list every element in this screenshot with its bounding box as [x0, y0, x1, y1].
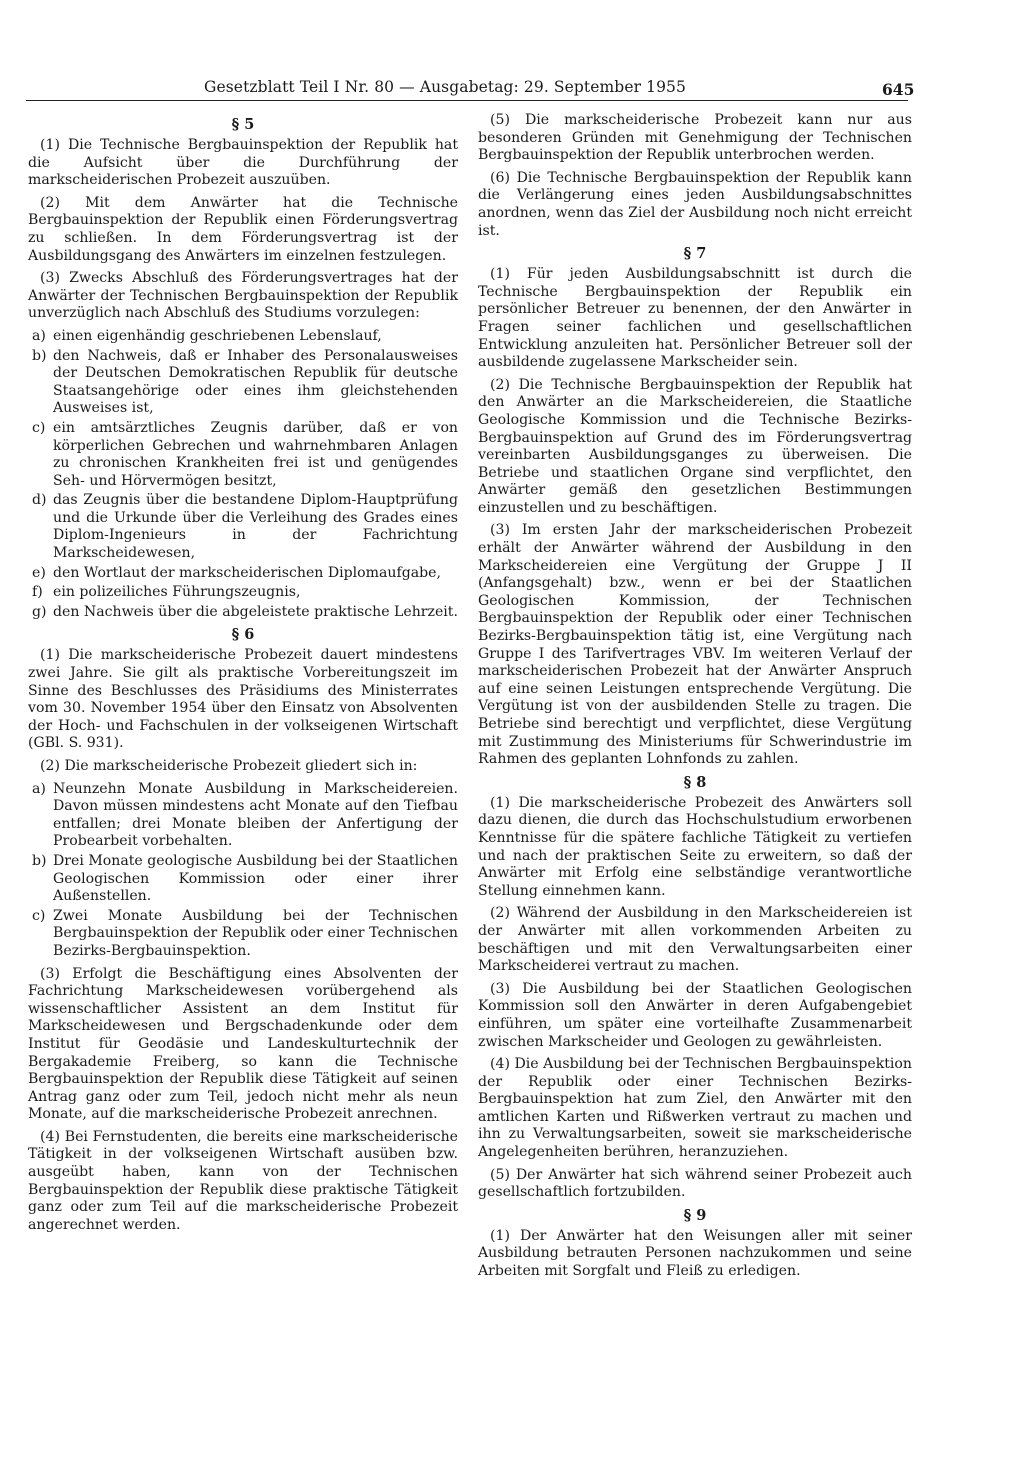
list-marker: c) [32, 419, 46, 436]
list-item [28, 604, 458, 622]
paragraph: (3) Die Ausbildung bei der Staatlichen Geologischen Kommission soll den Anwärter in deren Aufgabengebiet einführen, um später eine vorteilhafte Zusammenarbeit zwischen Markscheider und Geologen zu gewährleisten. [478, 980, 912, 1050]
paragraph: (3) Erfolgt die Beschäftigung eines Absolventen der Fachrichtung Markscheidewesen vorübergehend als wissenschaftlicher Assistent an dem Institut für Markscheidewesen und Bergschadenkunde oder dem Institut für Geodäsie und Landeskulturtechnik der Bergakademie Freiberg, so kann die Technische Bergbauinspektion der Republik diese Tätigkeit auf seinen Antrag ganz oder zum Teil, jedoch nicht mehr als neun Monate, auf die markscheiderische Probezeit anrechnen. [28, 965, 458, 1123]
list-item-text: den Nachweis, daß er Inhaber des Personalausweises der Deutschen Demokratischen Republik für deutsche Staatsangehörige oder eines ihm gleichstehenden Ausweises ist, [53, 347, 458, 417]
paragraph: (2) Während der Ausbildung in den Markscheidereien ist der Anwärter mit allen vorkommenden Arbeiten zu beschäftigen und mit den Verwaltungsarbeiten einer Markscheiderei vertraut zu machen. [478, 905, 912, 975]
paragraph: (5) Der Anwärter hat sich während seiner Probezeit auch gesellschaftlich fortzubilden. [478, 1166, 912, 1201]
list-item [28, 584, 458, 602]
list-marker: e) [32, 564, 46, 581]
page-header [26, 78, 915, 101]
paragraph: (2) Die Technische Bergbauinspektion der Republik hat den Anwärter an die Markscheidereien, die Staatliche Geologische Kommission und die Technische Bezirks-Bergbauinspektion auf Grund des im Förderungsvertrag vereinbarten Ausbildungsganges zu überweisen. Die Betriebe und staatlichen Organe sind verpflichtet, den Anwärter gemäß den gesetzlichen Bestimmungen einzustellen und zu beschäftigen. [478, 376, 912, 516]
list-marker: a) [32, 327, 46, 344]
paragraph: (4) Die Ausbildung bei der Technischen Bergbauinspektion der Republik oder einer Technischen Bezirks-Bergbauinspektion hat zum Ziel, den Anwärter mit den amtlichen Karten und Rißwerken vertraut zu machen und ihn zu Verwaltungsarbeiten, soweit sie markscheiderische Angelegenheiten berühren, heranzuziehen. [478, 1056, 912, 1161]
list-item-text: ein polizeiliches Führungszeugnis, [53, 584, 301, 601]
paragraph: (2) Mit dem Anwärter hat die Technische Bergbauinspektion der Republik einen Förderungsvertrag zu schließen. In dem Förderungsvertrag ist der Ausbildungsgang des Anwärters im einzelnen festzulegen. [28, 194, 458, 264]
list-item [28, 781, 458, 851]
paragraph: (1) Die markscheiderische Probezeit dauert mindestens zwei Jahre. Sie gilt als praktische Vorbereitungszeit im Sinne des Beschlusses des Präsidiums des Ministerrates vom 30. November 1954 über den Einsatz von Absolventen der Hoch- und Fachschulen in der volkseigenen Wirtschaft (GBl. S. 931). [28, 647, 458, 752]
paragraph: (1) Für jeden Ausbildungsabschnitt ist durch die Technische Bergbauinspektion der Republik ein persönlicher Betreuer zu benennen, der den Anwärter in Fragen seiner fachlichen und gesellschaftlichen Entwicklung anzuleiten hat. Persönlicher Betreuer soll der ausbildende zugelassene Markscheider sein. [478, 266, 912, 371]
list-item-text: ein amtsärztliches Zeugnis darüber, daß er von körperlichen Gebrechen und wahrnehmbaren Anlagen zu chronischen Krankheiten frei ist und genügendes Seh- und Hörvermögen besitzt, [53, 419, 458, 489]
list-item [28, 908, 458, 961]
list-item-text: den Wortlaut der markscheiderischen Diplomaufgabe, [53, 564, 441, 581]
page-number: 645 [882, 80, 915, 99]
paragraph: (4) Bei Fernstudenten, die bereits eine markscheiderische Tätigkeit in der volkseigenen Wirtschaft ausüben bzw. ausgeübt haben, kann von der Technischen Bergbauinspektion der Republik diese praktische Tätigkeit ganz oder zum Teil auf die markscheiderische Probezeit angerechnet werden. [28, 1128, 458, 1233]
list-item-text: Zwei Monate Ausbildung bei der Technischen Bergbauinspektion der Republik oder einer Technischen Bezirks-Bergbauinspektion. [53, 907, 458, 959]
document-list [28, 781, 458, 961]
list-item-text: den Nachweis über die abgeleistete praktische Lehrzeit. [53, 603, 458, 620]
list-item-text: einen eigenhändig geschriebenen Lebenslauf, [53, 327, 382, 344]
paragraph: (3) Zwecks Abschluß des Förderungsvertrages hat der Anwärter der Technischen Bergbauinspektion der Republik unverzüglich nach Abschluß des Studiums vorzulegen: [28, 270, 458, 322]
list-item-text: Drei Monate geologische Ausbildung bei der Staatlichen Geologischen Kommission oder einer ihrer Außenstellen. [53, 852, 458, 905]
paragraph: (6) Die Technische Bergbauinspektion der Republik kann die Verlängerung eines jeden Ausbildungsabschnittes anordnen, wenn das Ziel der Ausbildung noch nicht erreicht ist. [478, 169, 912, 239]
section-heading-7: § 7 [683, 245, 707, 263]
list-item [28, 348, 458, 418]
list-marker: b) [32, 347, 47, 364]
list-item [28, 853, 458, 906]
list-item [28, 492, 458, 562]
section-heading-9: § 9 [683, 1206, 707, 1224]
list-marker: f) [32, 584, 43, 601]
list-item-text: Neunzehn Monate Ausbildung in Markscheidereien. Davon müssen mindestens acht Monate auf den Tiefbau entfallen; drei Monate bleiben der Anfertigung der Probearbeit vorbehalten. [53, 780, 458, 850]
list-item [28, 565, 458, 583]
header-title: Gesetzblatt Teil I Nr. 80 — Ausgabetag: 29. September 1955 [204, 78, 686, 96]
list-item [28, 328, 458, 346]
paragraph: (1) Der Anwärter hat den Weisungen aller mit seiner Ausbildung betrauten Personen nachzukommen und seine Arbeiten mit Sorgfalt und Fleiß zu erledigen. [478, 1227, 912, 1280]
list-marker: b) [32, 852, 47, 869]
paragraph: (1) Die markscheiderische Probezeit des Anwärters soll dazu dienen, die durch das Hochschulstudium erworbenen Kenntnisse für die spätere fachliche Tätigkeit zu vertiefen und nach der praktischen Seite zu erweitern, so daß der Anwärter mit Erfolg eine selbständige verantwortliche Stellung einnehmen kann. [478, 794, 912, 899]
section-heading-5: § 5 [231, 116, 255, 133]
left-column [28, 112, 458, 1239]
list-item [28, 420, 458, 490]
paragraph: (2) Die markscheiderische Probezeit gliedert sich in: [40, 758, 418, 774]
list-marker: d) [32, 492, 47, 509]
list-item-text: das Zeugnis über die bestandene Diplom-Hauptprüfung und die Urkunde über die Verleihung des Grades eines Diplom-Ingenieurs in der Fachrichtung Markscheidewesen, [53, 492, 458, 562]
section-heading-8: § 8 [683, 773, 707, 791]
section-heading-6: § 6 [231, 626, 255, 644]
document-list [28, 328, 458, 622]
list-marker: a) [32, 780, 46, 797]
paragraph: (1) Die Technische Bergbauinspektion der Republik hat die Aufsicht über die Durchführung der markscheiderischen Probezeit auszuüben. [28, 137, 458, 189]
list-marker: g) [32, 603, 47, 620]
paragraph: (5) Die markscheiderische Probezeit kann nur aus besonderen Gründen mit Genehmigung der Technischen Bergbauinspektion der Republik unterbrochen werden. [478, 112, 912, 164]
right-column [478, 112, 912, 1286]
list-marker: c) [32, 907, 46, 924]
paragraph: (3) Im ersten Jahr der markscheiderischen Probezeit erhält der Anwärter während der Ausbildung in den Markscheidereien eine Vergütung der Gruppe J II (Anfangsgehalt) bzw., wenn er bei der Staatlichen Geologischen Kommission, der Technischen Bergbauinspektion der Republik oder einer Technischen Bezirks-Bergbauinspektion tätig ist, eine Vergütung nach Gruppe I des Tarifvertrages VBV. Im weiteren Verlauf der markscheiderischen Probezeit hat der Anwärter Anspruch auf eine seinen Leistungen entsprechende Vergütung. Die Vergütung ist von der ausbildenden Stelle zu tragen. Die Betriebe sind berechtigt und verpflichtet, diese Vergütung mit Zustimmung des Ministeriums für Schwerindustrie im Rahmen des geplanten Lohnfonds zu zahlen. [478, 522, 912, 768]
